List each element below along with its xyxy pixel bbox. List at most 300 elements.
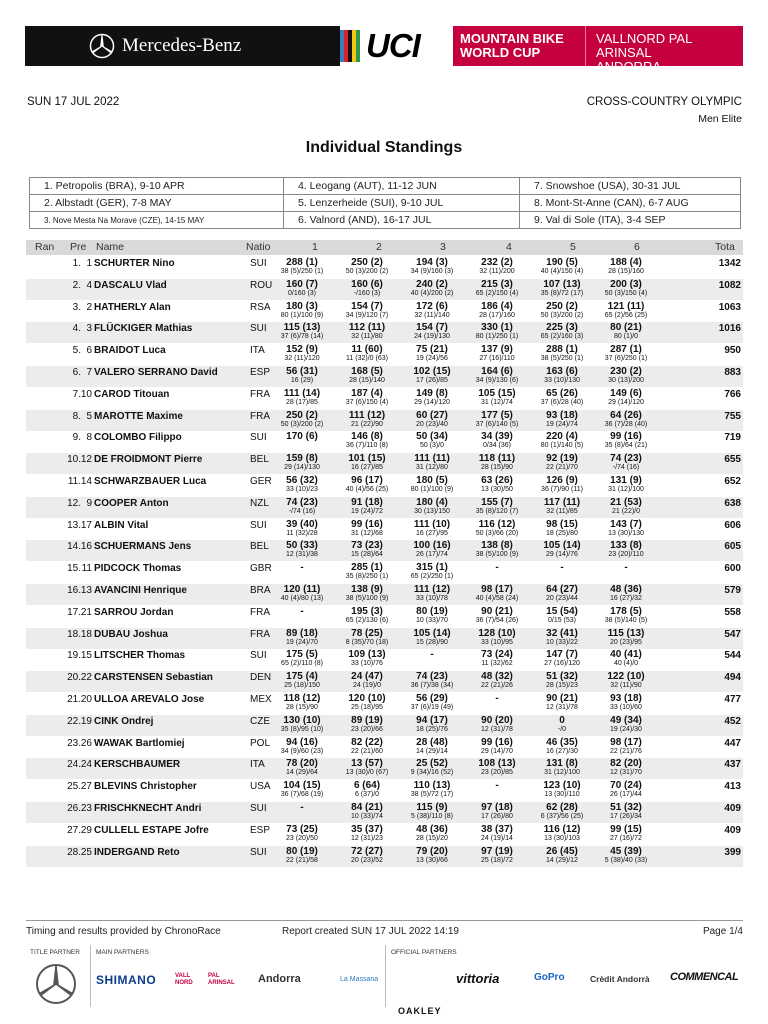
table-row xyxy=(26,453,743,474)
rider-rank: 2. xyxy=(72,279,81,291)
rider-total: 1016 xyxy=(718,323,741,335)
round-2-points: 250 (2) xyxy=(351,257,383,268)
rider-rank: 16. xyxy=(67,585,81,596)
rider-rank: 18. xyxy=(67,628,81,640)
rider-previous-rank: 20 xyxy=(80,694,92,705)
round-5-breakdown: 29 (14)/76 xyxy=(546,551,578,559)
col-round-5: 5 xyxy=(570,241,576,253)
col-total: Tota xyxy=(715,241,735,253)
main-partners-label: MAIN PARTNERS xyxy=(96,949,149,956)
round-5-breakdown: 20 (23)/44 xyxy=(546,595,578,602)
round-1-breakdown: 22 (21)/58 xyxy=(286,856,318,864)
round-5-breakdown: 13 (30)/103 xyxy=(544,834,580,842)
round-1-breakdown: 36 (7)/68 (19) xyxy=(280,791,324,799)
uci-text: UCI xyxy=(366,27,420,64)
round-4-breakdown: 32 (11)/200 xyxy=(479,268,515,275)
rider-previous-rank: 9 xyxy=(86,497,92,509)
rider-rank: 28. xyxy=(67,846,81,858)
round-3-breakdown: 20 (23)/40 xyxy=(416,420,448,428)
round-6-breakdown: 20 (23)/95 xyxy=(610,638,642,646)
round-4-points: 48 (32) xyxy=(481,671,513,683)
round-4-points: 99 (16) xyxy=(481,736,513,748)
rider-nation: GER xyxy=(250,476,272,487)
round-3-points: 75 (21) xyxy=(416,344,448,356)
rider-name: INDERGAND Reto xyxy=(94,846,180,858)
round-5-points: 288 (1) xyxy=(546,344,578,356)
round-3-points: 48 (36) xyxy=(416,823,448,835)
series-line1: MOUNTAIN BIKE xyxy=(460,31,564,46)
round-5-points: 131 (8) xyxy=(546,758,578,770)
round-4-points: 105 (15) xyxy=(478,387,516,399)
round-5-points: 220 (4) xyxy=(546,431,578,443)
table-row xyxy=(26,649,743,670)
rider-rank: 25. xyxy=(67,781,81,793)
round-1-points: 175 (4) xyxy=(286,671,318,683)
round-4-points: 90 (21) xyxy=(481,605,513,617)
rider-name: DASCALU Vlad xyxy=(94,279,167,291)
round-6-points: 131 (9) xyxy=(610,475,642,486)
rider-total: 605 xyxy=(724,541,741,553)
round-2-points: 99 (16) xyxy=(351,518,383,530)
round-2-points: 35 (37) xyxy=(351,823,383,835)
rider-previous-rank: 7 xyxy=(86,367,92,378)
round-5-points: - xyxy=(560,562,564,574)
round-cell: 1. Petropolis (BRA), 9-10 APR xyxy=(30,178,284,195)
rider-rank: 17. xyxy=(67,606,81,618)
rider-previous-rank: 22 xyxy=(80,672,92,684)
round-5-points: 105 (14) xyxy=(543,540,581,552)
round-3-points: 180 (5) xyxy=(416,475,448,486)
round-1-breakdown: 65 (2)/110 (8) xyxy=(281,660,323,668)
rider-name: DE FROIDMONT Pierre xyxy=(94,454,203,466)
gopro-logo: GoPro xyxy=(534,972,565,983)
round-3-points: 154 (7) xyxy=(416,322,448,334)
rider-name: AVANCINI Henrique xyxy=(94,585,187,596)
oakley-logo: OAKLEY xyxy=(398,1006,442,1016)
round-1-points: 180 (3) xyxy=(286,300,318,312)
round-6-breakdown: 38 (5)/140 (5) xyxy=(604,616,648,624)
round-6-breakdown: 13 (30)/130 xyxy=(608,529,644,537)
round-3-points: 105 (14) xyxy=(413,627,451,639)
round-6-breakdown: 23 (20)/110 xyxy=(608,551,644,559)
round-3-breakdown: 80 (1)/100 (9) xyxy=(410,486,454,493)
rider-previous-rank: 17 xyxy=(80,519,92,531)
rider-nation: CZE xyxy=(250,715,270,727)
round-5-points: 51 (32) xyxy=(546,671,578,683)
uci-stripes-icon xyxy=(340,30,362,62)
round-4-breakdown: 28 (15)/90 xyxy=(481,464,513,472)
round-4-points: 186 (4) xyxy=(481,300,513,312)
table-row xyxy=(26,475,743,496)
round-5-points: 126 (9) xyxy=(546,475,578,486)
rider-nation: ROU xyxy=(250,279,273,291)
col-rank: Ran xyxy=(35,241,55,253)
round-6-breakdown: 50 (3)/150 (4) xyxy=(604,289,648,297)
rider-total: 447 xyxy=(724,737,741,749)
round-4-breakdown: 40 (4)/58 (24) xyxy=(475,595,519,602)
rider-total: 409 xyxy=(724,824,741,836)
table-row xyxy=(26,671,743,692)
round-2-points: 84 (21) xyxy=(351,802,383,813)
rider-name: CULLELL ESTAPE Jofre xyxy=(94,824,209,836)
round-2-breakdown: 65 (2)/130 (6) xyxy=(345,616,389,624)
rider-name: COLOMBO Filippo xyxy=(94,432,182,444)
round-2-points: 72 (27) xyxy=(351,845,383,857)
round-4-breakdown: 36 (7)/54 (26) xyxy=(475,616,519,624)
rider-nation: SUI xyxy=(250,650,267,662)
table-row xyxy=(26,824,743,845)
round-1-breakdown: 19 (24)/70 xyxy=(286,638,318,646)
round-1-points: 120 (11) xyxy=(283,584,321,595)
rider-rank: 27. xyxy=(67,824,81,836)
round-3-breakdown: 9 (34)/16 (52) xyxy=(410,769,454,777)
round-6-points: 178 (5) xyxy=(610,605,642,617)
rider-nation: RSA xyxy=(250,301,271,313)
rider-nation: BEL xyxy=(250,454,269,466)
round-6-breakdown: 33 (10)/60 xyxy=(610,704,642,711)
round-1-points: - xyxy=(300,562,304,574)
round-3-breakdown: 19 (24)/56 xyxy=(416,355,448,363)
rider-name: BRAIDOT Luca xyxy=(94,345,166,357)
round-4-points: 63 (26) xyxy=(481,475,513,486)
mercedes-benz-logo xyxy=(25,26,340,66)
brand-text: Mercedes-Benz xyxy=(122,35,242,56)
round-1-breakdown: 35 (8)/95 (10) xyxy=(280,725,324,733)
round-4-breakdown: 33 (10)/95 xyxy=(481,638,513,646)
round-3-breakdown: 33 (10)/78 xyxy=(416,595,448,602)
rider-total: 883 xyxy=(724,367,741,378)
round-2-breakdown: 15 (28)/64 xyxy=(351,551,383,559)
round-5-breakdown: 22 (21)/70 xyxy=(546,464,578,472)
round-1-points: 39 (40) xyxy=(286,518,318,530)
round-cell: 4. Leogang (AUT), 11-12 JUN xyxy=(284,178,520,195)
round-5-breakdown: 27 (16)/120 xyxy=(544,660,580,668)
event-discipline: CROSS-COUNTRY OLYMPIC xyxy=(586,96,742,108)
round-6-points: 93 (18) xyxy=(610,693,642,704)
round-4-points: 34 (39) xyxy=(481,431,513,443)
rider-total: 766 xyxy=(724,388,741,400)
round-6-points: 64 (26) xyxy=(610,409,642,421)
round-4-breakdown: 35 (8)/120 (7) xyxy=(475,507,519,515)
rider-previous-rank: 10 xyxy=(80,388,92,400)
round-6-points: 49 (34) xyxy=(610,714,642,726)
round-2-breakdown: 6 (37)/0 xyxy=(354,791,380,799)
round-2-breakdown: 38 (5)/100 (9) xyxy=(345,595,389,602)
round-6-breakdown: 12 (31)/70 xyxy=(610,769,642,777)
round-1-points: 175 (5) xyxy=(286,649,318,661)
rider-total: 413 xyxy=(724,781,741,793)
round-5-breakdown: 33 (10)/130 xyxy=(544,377,580,384)
round-1-breakdown: 38 (5)/250 (1) xyxy=(280,268,324,275)
table-row xyxy=(26,802,743,823)
round-4-breakdown: 28 (17)/160 xyxy=(479,311,515,319)
round-6-breakdown: 30 (13)/200 xyxy=(608,377,644,384)
round-4-breakdown: 23 (20)/85 xyxy=(481,769,513,777)
rider-rank: 12. xyxy=(67,497,81,509)
round-5-points: 0 xyxy=(559,714,565,726)
table-row xyxy=(26,257,743,278)
round-4-breakdown: 50 (3)/66 (20) xyxy=(475,529,519,537)
round-5-breakdown: 16 (27)/30 xyxy=(546,747,578,755)
rider-rank: 1. xyxy=(72,258,81,269)
rider-name: CARSTENSEN Sebastian xyxy=(94,672,213,684)
rider-rank: 7. xyxy=(72,388,81,400)
table-row xyxy=(26,431,743,452)
rider-name: SARROU Jordan xyxy=(94,606,174,618)
round-6-points: 70 (24) xyxy=(610,780,642,792)
round-3-points: - xyxy=(430,649,434,661)
official-partners-label: OFFICIAL PARTNERS xyxy=(391,949,457,956)
round-4-breakdown: 65 (2)/150 (4) xyxy=(475,289,519,297)
rider-name: PIDCOCK Thomas xyxy=(94,563,182,575)
rider-total: 638 xyxy=(724,497,741,509)
rider-rank: 20. xyxy=(67,672,81,684)
round-2-breakdown: 33 (10)/76 xyxy=(351,660,383,668)
round-3-breakdown: 29 (14)/120 xyxy=(414,398,450,406)
round-3-points: 60 (27) xyxy=(416,409,448,421)
col-name: Name xyxy=(96,241,125,253)
round-2-points: 187 (4) xyxy=(351,387,383,399)
rider-previous-rank: 1 xyxy=(86,258,92,269)
col-round-1: 1 xyxy=(312,241,318,253)
round-4-breakdown: 29 (14)/70 xyxy=(481,747,513,755)
round-2-breakdown: -/160 (3) xyxy=(353,289,381,297)
round-1-breakdown: 50 (3)/200 (2) xyxy=(280,420,324,428)
rider-name: SCHWARZBAUER Luca xyxy=(94,476,207,487)
venue-title xyxy=(585,26,743,74)
rider-previous-rank: 24 xyxy=(80,759,92,771)
round-cell: 5. Lenzerheide (SUI), 9-10 JUL xyxy=(284,195,520,212)
rider-rank: 14. xyxy=(67,541,81,553)
rider-previous-rank: 21 xyxy=(80,606,92,618)
round-2-points: 101 (15) xyxy=(348,453,386,465)
pal-arinsal-logo: PAL ARINSAL xyxy=(208,973,235,986)
rider-previous-rank: 19 xyxy=(80,715,92,727)
round-1-points: 50 (33) xyxy=(286,540,318,552)
round-5-breakdown: 14 (29)/12 xyxy=(546,856,578,864)
rider-nation: SUI xyxy=(250,432,267,444)
round-6-points: 200 (3) xyxy=(610,278,642,290)
round-4-points: 118 (11) xyxy=(478,453,516,465)
round-2-breakdown: 50 (3)/200 (2) xyxy=(345,268,389,275)
rider-previous-rank: 23 xyxy=(80,803,92,814)
round-2-points: 138 (9) xyxy=(351,584,383,595)
rider-total: 600 xyxy=(724,563,741,575)
round-1-points: 111 (14) xyxy=(283,387,321,399)
table-row xyxy=(26,846,743,867)
table-row xyxy=(26,410,743,431)
round-5-points: 32 (41) xyxy=(546,627,578,639)
round-6-points: 40 (41) xyxy=(610,649,642,661)
rider-rank: 19. xyxy=(67,650,81,662)
round-6-breakdown: 37 (6)/250 (1) xyxy=(604,355,648,363)
round-4-breakdown: 22 (21)/26 xyxy=(481,682,513,690)
round-5-points: 65 (26) xyxy=(546,387,578,399)
table-row xyxy=(26,737,743,758)
table-row xyxy=(26,693,743,714)
event-category: Men Elite xyxy=(698,113,742,125)
round-2-points: 168 (5) xyxy=(351,366,383,377)
rider-nation: BEL xyxy=(250,541,269,553)
rider-name: BLEVINS Christopher xyxy=(94,781,197,793)
round-5-breakdown: -/0 xyxy=(557,725,567,733)
round-5-points: 98 (15) xyxy=(546,518,578,530)
round-6-breakdown: 5 (38)/40 (33) xyxy=(604,856,648,864)
table-row xyxy=(26,540,743,561)
round-2-points: 91 (18) xyxy=(351,496,383,508)
rider-total: 477 xyxy=(724,694,741,705)
round-2-breakdown: 12 (31)/23 xyxy=(351,834,383,842)
round-5-breakdown: 35 (8)/72 (17) xyxy=(540,289,584,297)
round-6-points: 99 (16) xyxy=(610,431,642,443)
rider-previous-rank: 4 xyxy=(86,279,92,291)
round-3-breakdown: 28 (15)/20 xyxy=(416,834,448,842)
round-5-points: 93 (18) xyxy=(546,409,578,421)
round-5-breakdown: 0/15 (53) xyxy=(547,616,577,624)
rider-nation: USA xyxy=(250,781,271,793)
rider-name: COOPER Anton xyxy=(94,497,169,509)
header-banner xyxy=(25,26,743,74)
col-nation: Natio xyxy=(246,241,271,253)
vallnord-logo: VALL NORD xyxy=(175,973,193,986)
rider-name: KERSCHBAUMER xyxy=(94,759,181,771)
round-cell: 8. Mont-St-Anne (CAN), 6-7 AUG xyxy=(520,195,741,212)
round-6-points: 121 (11) xyxy=(607,300,645,312)
round-3-points: 115 (9) xyxy=(416,802,448,813)
round-5-points: 123 (10) xyxy=(543,780,581,792)
rider-previous-rank: 11 xyxy=(81,563,92,575)
round-5-breakdown: 36 (7)/90 (11) xyxy=(541,486,583,493)
rider-previous-rank: 29 xyxy=(80,824,92,836)
rider-name: HATHERLY Alan xyxy=(94,301,171,313)
round-1-breakdown: 25 (18)/150 xyxy=(284,682,320,690)
col-round-3: 3 xyxy=(440,241,446,253)
rider-total: 494 xyxy=(724,672,741,684)
round-1-breakdown: 11 (32)/28 xyxy=(286,529,318,537)
round-3-points: 111 (11) xyxy=(414,453,450,465)
round-2-points: 112 (11) xyxy=(348,322,386,334)
round-3-breakdown: 40 (4)/200 (2) xyxy=(410,289,454,297)
round-3-points: 25 (52) xyxy=(416,758,448,770)
rider-previous-rank: 3 xyxy=(86,323,92,335)
table-row xyxy=(26,519,743,540)
round-5-points: 116 (12) xyxy=(543,823,581,835)
round-3-points: 56 (29) xyxy=(416,693,448,704)
rider-nation: GBR xyxy=(250,563,272,575)
round-6-points: 51 (32) xyxy=(610,802,642,813)
round-1-breakdown: 28 (17)/85 xyxy=(286,398,318,406)
round-cell: 2. Albstadt (GER), 7-8 MAY xyxy=(30,195,284,212)
vittoria-logo: vittoria xyxy=(456,971,500,986)
round-6-breakdown: 32 (11)/90 xyxy=(610,682,642,690)
round-3-breakdown: 16 (27)/95 xyxy=(416,529,448,537)
round-6-points: 115 (13) xyxy=(607,627,645,639)
round-1-points: 94 (16) xyxy=(286,736,318,748)
round-2-breakdown: 25 (18)/95 xyxy=(351,704,383,711)
rider-total: 606 xyxy=(724,519,741,531)
rider-nation: DEN xyxy=(250,672,272,684)
rider-nation: FRA xyxy=(250,410,270,422)
round-1-points: 56 (31) xyxy=(286,366,318,377)
rider-previous-rank: 27 xyxy=(80,781,92,793)
round-2-breakdown: 8 (35)/70 (18) xyxy=(345,638,389,646)
round-3-points: 79 (20) xyxy=(416,845,448,857)
round-6-points: 230 (2) xyxy=(610,366,642,377)
round-3-breakdown: 50 (3)/0 xyxy=(419,442,445,450)
la-massana-logo: La Massana xyxy=(340,976,379,983)
round-4-points: 164 (6) xyxy=(481,366,513,377)
rider-nation: SUI xyxy=(250,519,267,531)
round-4-breakdown: 25 (18)/72 xyxy=(481,856,513,864)
round-5-breakdown: 12 (31)/78 xyxy=(546,704,578,711)
table-row xyxy=(26,780,743,801)
table-row xyxy=(26,628,743,649)
venue-line1: VALLNORD PAL ARINSAL xyxy=(596,31,692,60)
round-2-points: 89 (19) xyxy=(351,714,383,726)
round-1-breakdown: 34 (9)/60 (23) xyxy=(280,747,324,755)
col-round-4: 4 xyxy=(506,241,512,253)
round-5-points: 62 (28) xyxy=(546,802,578,813)
rider-name: VALERO SERRANO David xyxy=(94,367,218,378)
round-3-points: 111 (10) xyxy=(413,518,451,530)
round-3-points: 100 (16) xyxy=(413,540,451,552)
rider-name: LITSCHER Thomas xyxy=(94,650,186,662)
round-3-points: 102 (15) xyxy=(413,366,451,377)
round-3-points: 28 (48) xyxy=(416,736,448,748)
round-5-breakdown: 32 (11)/85 xyxy=(546,507,578,515)
round-1-points: 56 (32) xyxy=(286,475,318,486)
round-3-points: 74 (23) xyxy=(416,671,448,683)
round-1-breakdown: 80 (1)/100 (9) xyxy=(280,311,324,319)
round-2-points: 11 (60) xyxy=(351,344,383,356)
round-5-breakdown: 40 (4)/150 (4) xyxy=(540,268,584,275)
round-2-breakdown: 24 (19)/0 xyxy=(352,682,382,690)
event-date: SUN 17 JUL 2022 xyxy=(27,96,120,108)
round-4-points: 38 (37) xyxy=(481,823,513,835)
col-round-6: 6 xyxy=(634,241,640,253)
round-6-points: 149 (6) xyxy=(610,387,642,399)
round-1-points: - xyxy=(300,605,304,617)
round-3-points: 180 (4) xyxy=(416,496,448,508)
round-4-points: 137 (9) xyxy=(481,344,513,356)
round-cell: 7. Snowshoe (USA), 30-31 JUL xyxy=(520,178,741,195)
rider-previous-rank: 18 xyxy=(80,628,92,640)
series-title xyxy=(453,26,585,66)
footer-divider xyxy=(26,920,743,921)
round-1-points: 89 (18) xyxy=(286,627,318,639)
round-5-points: 225 (3) xyxy=(546,322,578,334)
round-4-breakdown: 34 (9)/130 (6) xyxy=(475,377,519,384)
rider-previous-rank: 14 xyxy=(80,476,92,487)
round-2-points: 96 (17) xyxy=(351,475,383,486)
round-3-breakdown: 34 (9)/160 (3) xyxy=(410,268,454,275)
rider-name: DUBAU Joshua xyxy=(94,628,168,640)
round-1-points: 80 (19) xyxy=(286,845,318,857)
round-5-points: 46 (35) xyxy=(546,736,578,748)
table-row xyxy=(26,344,743,365)
round-5-breakdown: 31 (12)/100 xyxy=(544,769,580,777)
round-2-points: 73 (23) xyxy=(351,540,383,552)
rider-nation: ESP xyxy=(250,367,271,378)
rider-name: ULLOA AREVALO Jose xyxy=(94,694,205,705)
round-3-breakdown: 31 (12)/80 xyxy=(416,464,448,472)
round-3-breakdown: 36 (7)/38 (34) xyxy=(410,682,454,690)
venue-line2: ANDORRA xyxy=(596,59,662,74)
col-prev: Pre xyxy=(70,241,87,253)
round-1-points: 160 (7) xyxy=(286,278,318,290)
round-3-breakdown: 65 (2)/250 (1) xyxy=(410,573,454,581)
round-2-points: 146 (8) xyxy=(351,431,383,443)
